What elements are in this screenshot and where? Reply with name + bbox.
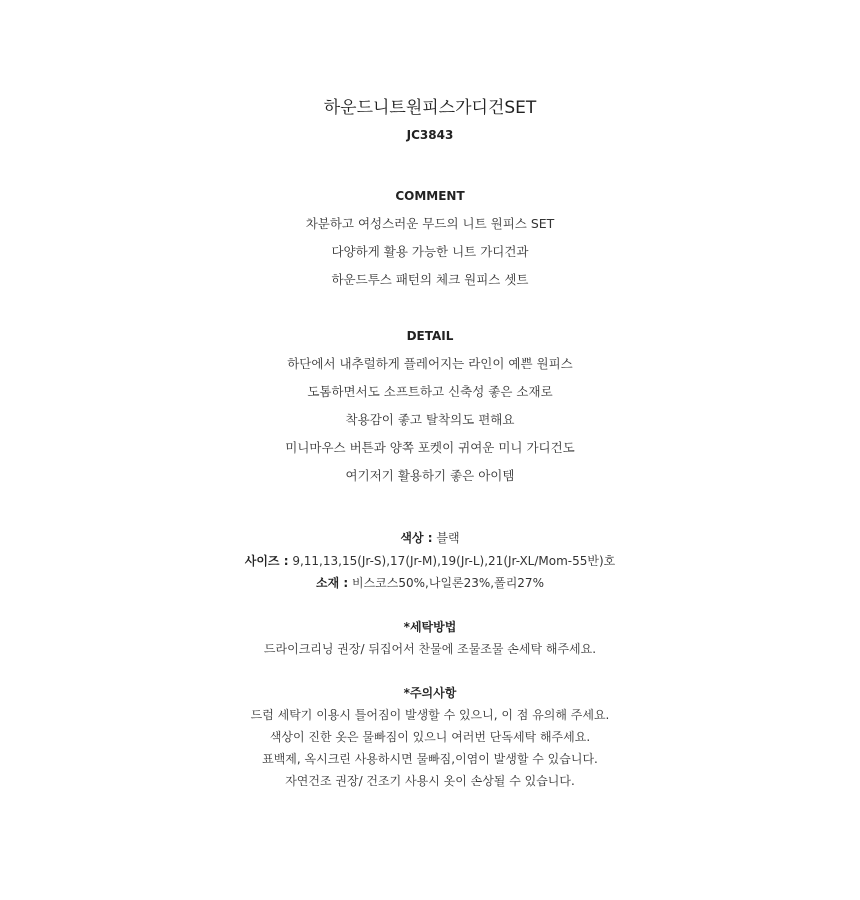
spec-material-label: 소재 :	[316, 576, 349, 590]
caution-line: 드럼 세탁기 이용시 틀어짐이 발생할 수 있으니, 이 점 유의해 주세요.	[250, 708, 610, 722]
detail-heading: DETAIL	[406, 329, 454, 343]
spec-color	[0, 529, 860, 547]
detail-line: 도톰하면서도 소프트하고 신축성 좋은 소재로	[307, 384, 553, 399]
caution-line: 자연건조 권장/ 건조기 사용시 옷이 손상될 수 있습니다.	[285, 774, 575, 788]
caution-line: 표백제, 옥시크린 사용하시면 물빠짐,이염이 발생할 수 있습니다.	[262, 752, 598, 766]
caution-heading: *주의사항	[403, 686, 457, 700]
detail-line: 하단에서 내추럴하게 플레어지는 라인이 예쁜 원피스	[287, 356, 573, 371]
comment-line: 하운드투스 패턴의 체크 원피스 셋트	[331, 272, 529, 287]
washing-line: 드라이크리닝 권장/ 뒤집어서 찬물에 조물조물 손세탁 해주세요.	[263, 642, 597, 656]
spec-material-value: 비스코스50%,나일론23%,폴리27%	[352, 576, 544, 590]
detail-line: 여기저기 활용하기 좋은 아이템	[345, 468, 515, 483]
spec-color-value: 블랙	[436, 531, 460, 545]
product-title: 하운드니트원피스가디건SET	[323, 98, 537, 118]
spec-size-label: 사이즈 :	[244, 554, 289, 568]
comment-line: 다양하게 활용 가능한 니트 가디건과	[331, 244, 529, 259]
spec-material	[0, 574, 860, 592]
comment-heading: COMMENT	[395, 189, 465, 203]
product-code: JC3843	[406, 128, 454, 142]
washing-heading: *세탁방법	[403, 620, 457, 634]
caution-line: 색상이 진한 옷은 물빠짐이 있으니 여러번 단독세탁 해주세요.	[269, 730, 591, 744]
spec-size-value: 9,11,13,15(Jr-S),17(Jr-M),19(Jr-L),21(Jr-XL/Mom-55반)호	[292, 554, 616, 568]
comment-line: 차분하고 여성스러운 무드의 니트 원피스 SET	[305, 216, 555, 231]
spec-size	[0, 552, 860, 570]
spec-color-label: 색상 :	[400, 531, 433, 545]
detail-line: 미니마우스 버튼과 양쪽 포켓이 귀여운 미니 가디건도	[285, 440, 575, 455]
detail-line: 착용감이 좋고 탈착의도 편해요	[345, 412, 515, 427]
